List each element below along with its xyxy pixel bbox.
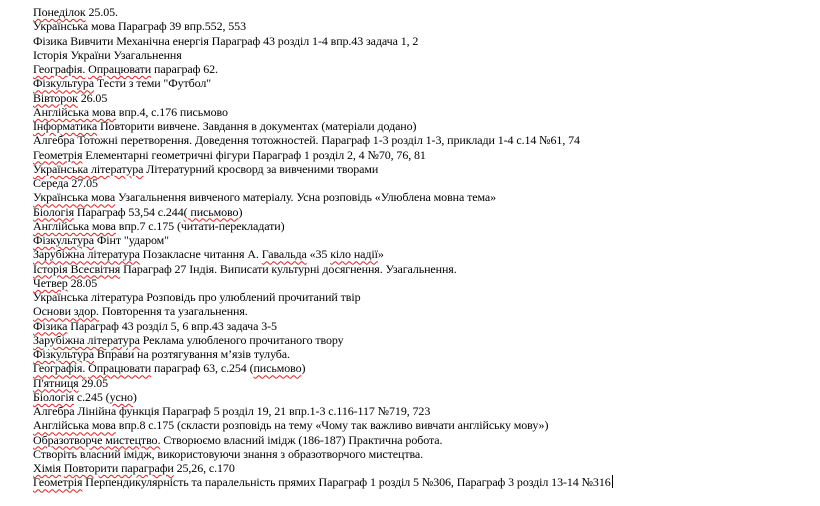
text-line: [33, 461, 813, 475]
spellcheck-flagged-word: Зарубіжна література: [33, 332, 140, 347]
spellcheck-flagged-word: Фізика: [33, 318, 68, 333]
text-line: [33, 162, 813, 176]
text-line: [33, 190, 813, 204]
text-line: [33, 304, 813, 318]
spellcheck-flagged-word: Опрацювати: [88, 62, 152, 76]
text-run: 25,26, с.170: [173, 461, 235, 475]
text-line: [33, 319, 813, 333]
spellcheck-flagged-word: Географія.: [33, 62, 86, 76]
text-run: ): [238, 204, 243, 219]
text-run: Елементарні геометричні фігури Параграф 1 розділ 2, 4 №70, 76, 81: [82, 147, 426, 162]
spellcheck-flagged-word: Повторити параграфи: [63, 461, 174, 475]
text-line: [33, 119, 813, 133]
text-line: [33, 333, 813, 347]
text-run: Позакласне читання А.: [139, 247, 262, 262]
text-run: Перпендикулярність та паралельність прямих Параграф 1 розділ 5 №306, Параграф 3 розділ 13-14 №316: [82, 475, 611, 490]
text-run: 29.05: [78, 375, 108, 390]
text-run: Тести з теми "Футбол": [94, 76, 212, 91]
spellcheck-flagged-word: усно: [109, 389, 133, 404]
text-run: Створюємо власний імідж (186-187) Практична робота.: [160, 432, 443, 447]
text-run: Параграф 27 Індія. Виписати культурні досягнення. Узагальнення.: [120, 261, 457, 276]
text-run: Фізика Вивчити Механічна енергія Параграф 43 розділ 1-4 впр.43 задача 1, 2: [33, 33, 419, 48]
spellcheck-flagged-word: кіло надії: [330, 247, 378, 262]
text-line: [33, 433, 813, 447]
text-run: Узагальнення вивченого матеріалу. Усна розповідь «Улюблена мовна тема»: [115, 190, 497, 205]
spellcheck-flagged-word: письмово: [253, 361, 302, 376]
spellcheck-flagged-word: Вівторок: [33, 90, 78, 105]
text-line: [33, 376, 813, 390]
text-line: [33, 418, 813, 432]
text-line: [33, 361, 813, 375]
text-run: Створіть власний імідж, використовуючи знання з образотворчого мистецтва.: [33, 446, 423, 461]
text-run: впр.8 с.175 (скласти розповідь на тему «Чому так важливо вивчати англійську мову»): [115, 418, 549, 433]
text-run: Алгебра Тотожні перетворення. Доведення тотожностей. Параграф 1-3 розділ 1-3, приклади 1-4 с.14 №61, 74: [33, 133, 580, 148]
spellcheck-flagged-word: Українська література: [33, 161, 144, 176]
text-run: 25.05.: [85, 5, 118, 19]
text-line: [33, 5, 813, 19]
text-line: [33, 91, 813, 105]
spellcheck-flagged-word: Геометрія: [33, 147, 83, 162]
text-run: Алгебра Лінійна функція Параграф 5 розділ 19, 21 впр.1-3 с.116-117 №719, 723: [33, 404, 431, 418]
spellcheck-flagged-word: Понеділок: [33, 5, 86, 19]
text-run: ): [301, 361, 306, 376]
text-line: [33, 233, 813, 247]
text-line: [33, 290, 813, 304]
text-run: Українська література Розповідь про улюблений прочитаний твір: [33, 290, 361, 304]
spellcheck-flagged-word: Англійська мова: [33, 104, 116, 119]
text-cursor: [612, 475, 613, 488]
spellcheck-flagged-word: Історія Всесвітня: [33, 261, 121, 276]
text-run: Літературний кросворд за вивченими творами: [143, 161, 379, 176]
text-run: »: [377, 247, 384, 262]
spellcheck-flagged-word: Опрацювати: [88, 361, 152, 376]
text-run: параграф 62.: [151, 62, 218, 76]
text-line: [33, 390, 813, 404]
text-line: [33, 262, 813, 276]
spellcheck-flagged-word: ( письмово: [183, 204, 239, 219]
text-line: [33, 76, 813, 90]
spellcheck-flagged-word: П'ятниця: [33, 375, 79, 390]
text-run: Середа 27.05: [33, 176, 98, 190]
text-line: [33, 447, 813, 461]
text-run: впр.4, с.176 письмово: [115, 104, 228, 119]
text-line: [33, 205, 813, 219]
text-run: Фінт "ударом": [94, 233, 169, 247]
spellcheck-flagged-word: Зарубіжна література: [33, 247, 140, 262]
text-line: [33, 148, 813, 162]
spellcheck-flagged-word: Біологія: [33, 204, 75, 219]
text-run: Повторення та узагальнення.: [98, 304, 248, 319]
text-line: [33, 105, 813, 119]
text-line: [33, 276, 813, 290]
text-run: 28.05: [67, 275, 98, 290]
text-line: [33, 133, 813, 147]
document-body[interactable]: [33, 5, 813, 490]
text-line: [33, 176, 813, 190]
text-run: «35: [306, 247, 331, 262]
text-run: впр.7 с.175 (читати-перекладати): [115, 218, 285, 233]
spellcheck-flagged-word: Геометрія: [33, 475, 83, 490]
spellcheck-flagged-word: Хімія: [33, 461, 61, 475]
spellcheck-flagged-word: Біологія: [33, 389, 75, 404]
text-run: ): [132, 389, 137, 404]
text-line: [33, 347, 813, 361]
text-run: Параграф 43 розділ 5, 6 впр.43 задача 3-5: [67, 318, 277, 333]
text-line: [33, 475, 813, 489]
text-run: 26.05: [77, 90, 108, 105]
text-run: Історія України Узагальнення: [33, 47, 182, 62]
spellcheck-flagged-word: Географія.: [33, 361, 86, 376]
spellcheck-flagged-word: Фізкультура: [33, 76, 95, 91]
text-run: Параграф 53,54 с.244: [74, 204, 184, 219]
text-line: [33, 62, 813, 76]
text-line: [33, 219, 813, 233]
text-run: Реклама улюбленого прочитаного твору: [139, 332, 344, 347]
text-line: [33, 48, 813, 62]
text-run: параграф 63, с.254 (: [151, 361, 254, 376]
text-run: Українська мова Параграф 39 впр.552, 553: [33, 19, 246, 34]
text-line: [33, 34, 813, 48]
spellcheck-flagged-word: Основи здор.: [33, 304, 99, 319]
spellcheck-flagged-word: Фізкультура: [33, 233, 95, 247]
spellcheck-flagged-word: Четвер: [33, 275, 68, 290]
text-run: Повторити вивчене. Завдання в документах (матеріали додано): [97, 119, 417, 133]
text-run: с.245 (: [74, 389, 110, 404]
text-line: [33, 404, 813, 418]
spellcheck-flagged-word: Українська мова: [33, 190, 116, 205]
spellcheck-flagged-word: Образотворче мистецтво.: [33, 432, 161, 447]
spellcheck-flagged-word: Англійська мова: [33, 418, 116, 433]
text-line: [33, 247, 813, 261]
spellcheck-flagged-word: Гавальда: [261, 247, 307, 262]
spellcheck-flagged-word: Інформатика: [33, 119, 98, 133]
text-line: [33, 19, 813, 33]
spellcheck-flagged-word: Англійська мова: [33, 218, 116, 233]
text-run: Вправи на розтягування м’язів тулуба.: [94, 347, 290, 361]
spellcheck-flagged-word: Фізкультура: [33, 347, 95, 361]
